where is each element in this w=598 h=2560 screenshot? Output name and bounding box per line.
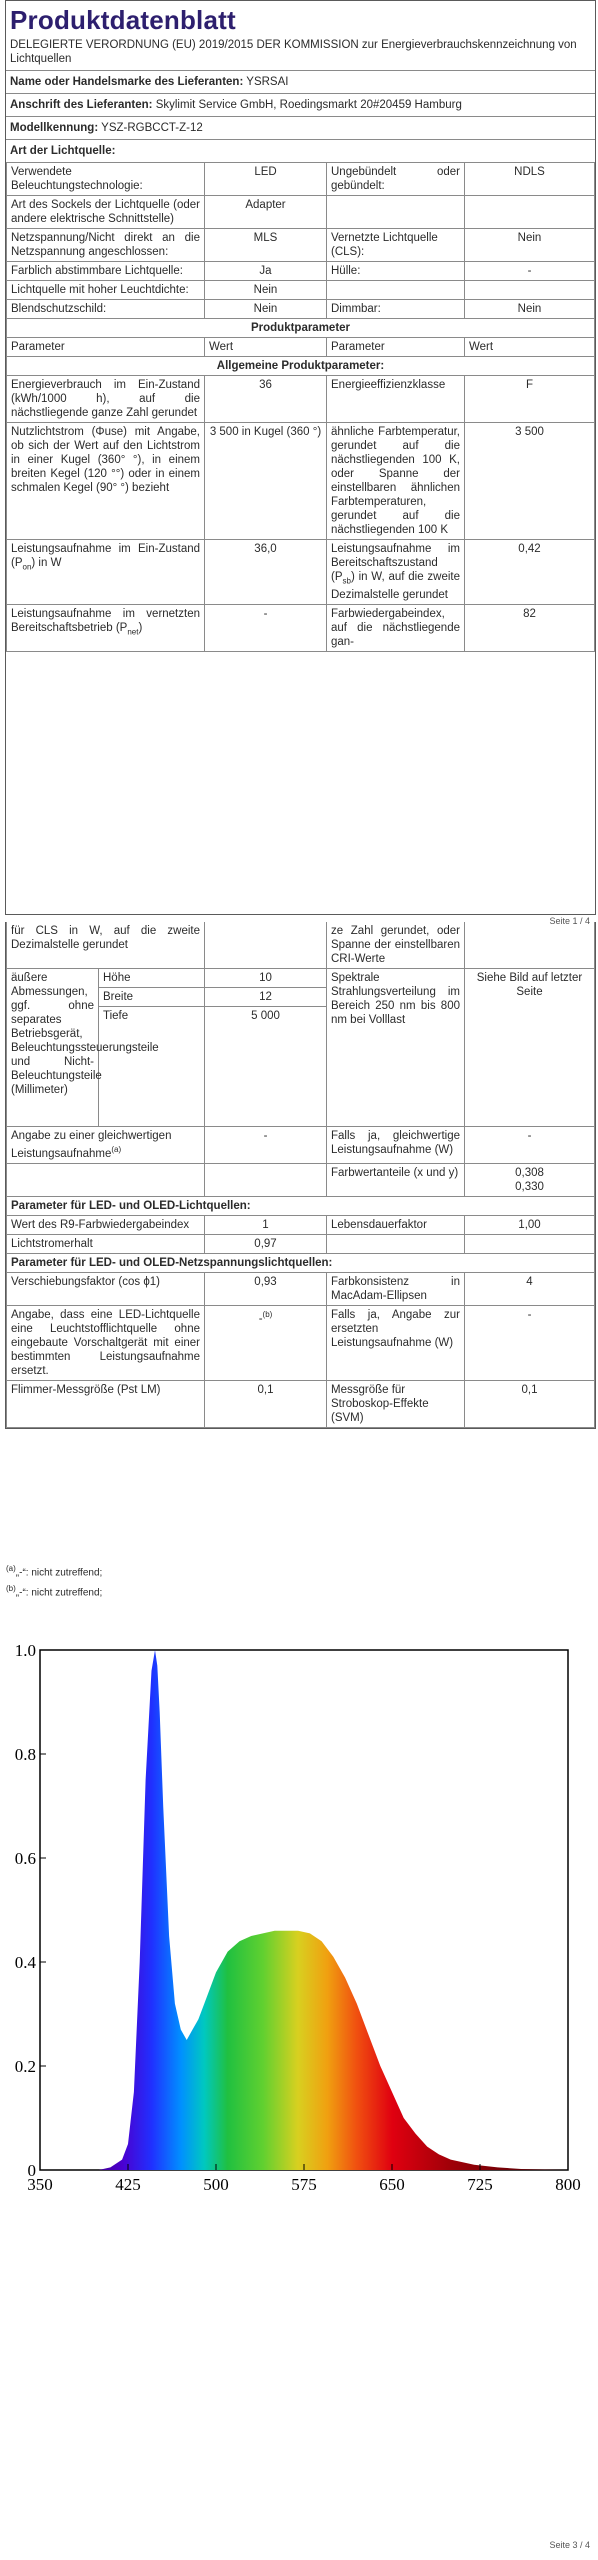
param-value: F: [465, 376, 595, 423]
param-label: Lichtquelle mit hoher Leuchtdichte:: [7, 281, 205, 300]
param-label: Wert des R9-Farbwiedergabeindex: [7, 1215, 205, 1234]
params-continued-table: [6, 922, 595, 1428]
param-label: Energieverbrauch im Ein-Zustand (kWh/1000 h), auf die nächstliegende ganze Zahl gerundet: [7, 376, 205, 423]
equiv-label-text: Angabe zu einer gleichwertigen Leistungsaufnahme: [11, 1130, 172, 1160]
table-row: [7, 1380, 595, 1427]
footnote-mark: (a): [111, 1145, 122, 1154]
dimensions-label: äußere Abmessungen, ggf. ohne separates Betriebsgerät, Beleuchtungssteuerungsteile und Nicht-Beleuchtungsteile (Millimeter): [7, 969, 99, 1127]
param-value: [205, 1163, 327, 1196]
param-value: -: [465, 262, 595, 281]
model-row: [6, 116, 595, 139]
param-value: NDLS: [465, 163, 595, 196]
table-row: [7, 229, 595, 262]
param-value: 36: [205, 376, 327, 423]
param-value: 1: [205, 1215, 327, 1234]
param-label: Farbkonsistenz in MacAdam-Ellipsen: [327, 1272, 465, 1305]
param-value: Adapter: [205, 196, 327, 229]
x-tick-label: 425: [115, 2175, 141, 2194]
footnote-mark: (b): [6, 1584, 16, 1593]
y-tick-label: 0: [27, 2161, 36, 2180]
param-value: Nein: [465, 300, 595, 319]
param-value: [205, 922, 327, 969]
param-label: Falls ja, gleichwertige Leistungsaufnahme (W): [327, 1127, 465, 1164]
footnote-a: [6, 1562, 102, 1580]
param-value: 4: [465, 1272, 595, 1305]
x-tick-label: 800: [555, 2175, 581, 2194]
table-row: [7, 357, 595, 376]
supplier-brand-row: [6, 70, 595, 93]
light-type-table: [6, 162, 595, 652]
param-value: Nein: [205, 281, 327, 300]
dimension-value: 10: [205, 969, 327, 988]
y-tick-label: 0.2: [14, 2057, 36, 2076]
param-label: [7, 1127, 205, 1164]
param-value: [465, 1234, 595, 1253]
param-label: Messgröße für Stroboskop-Effekte (SVM): [327, 1380, 465, 1427]
param-value: 0,93: [205, 1272, 327, 1305]
table-row: [7, 319, 595, 338]
param-label: Hülle:: [327, 262, 465, 281]
param-label: Spektrale Strahlungsverteilung im Bereich 250 nm bis 800 nm bei Volllast: [327, 969, 465, 1127]
chroma-x-value: 0,308: [515, 1166, 544, 1179]
supplier-address-value: Skylimit Service GmbH, Roedingsmarkt 20#20459 Hamburg: [155, 99, 462, 111]
param-value: 0,97: [205, 1234, 327, 1253]
param-value: [465, 1163, 595, 1196]
table-row: [7, 1305, 595, 1380]
param-label: Vernetzte Lichtquelle (CLS):: [327, 229, 465, 262]
light-type-heading: Art der Lichtquelle:: [6, 139, 595, 162]
supplier-brand-value: YSRSAI: [246, 76, 289, 88]
param-value: -: [205, 605, 327, 652]
param-value: [465, 922, 595, 969]
param-label: [7, 1163, 205, 1196]
table-row: [7, 1234, 595, 1253]
param-value: 1,00: [465, 1215, 595, 1234]
param-label: Dimmbar:: [327, 300, 465, 319]
param-label: Energieeffizienzklasse: [327, 376, 465, 423]
footnote-text: „-“: nicht zutreffend;: [15, 1587, 103, 1599]
param-label: Farbwiedergabeindex, auf die nächstliegende gan-: [327, 605, 465, 652]
model-value: YSZ-RGBCCT-Z-12: [101, 122, 203, 134]
param-value: 3 500: [465, 423, 595, 540]
param-value: 82: [465, 605, 595, 652]
param-value: Siehe Bild auf letzter Seite: [465, 969, 595, 1127]
footnote-mark: (a): [6, 1564, 16, 1573]
param-label: Verschiebungsfaktor (cos ϕ1): [7, 1272, 205, 1305]
param-value: 0,1: [205, 1380, 327, 1427]
datasheet-page-1: [5, 0, 596, 915]
supplier-brand-label: Name oder Handelsmarke des Lieferanten:: [10, 76, 244, 88]
table-row: [7, 423, 595, 540]
param-value: Ja: [205, 262, 327, 281]
param-value: 36,0: [205, 540, 327, 605]
table-row: [7, 163, 595, 196]
param-label: Verwendete Beleuchtungstechnologie:: [7, 163, 205, 196]
y-tick-label: 1.0: [14, 1641, 36, 1660]
model-label: Modellkennung:: [10, 122, 99, 134]
x-tick-label: 575: [291, 2175, 317, 2194]
footnote-b: [6, 1582, 102, 1600]
table-row: [7, 605, 595, 652]
param-value: -: [465, 1127, 595, 1164]
param-value: [465, 281, 595, 300]
param-label: Leistungsaufnahme im Bereitschaftszustand $(P_{sb})$ in W, auf die zweite Dezimalstelle gerundet: [327, 540, 465, 605]
param-label: für CLS in W, auf die zweite Dezimalstelle gerundet: [7, 922, 205, 969]
param-label: Ungebündelt oder gebündelt:: [327, 163, 465, 196]
param-label: ähnliche Farbtemperatur, gerundet auf die nächstliegenden 100 K, oder Spanne der einstellbaren ähnlichen Farbtemperaturen, gerundet auf die nächstliegenden 100 K: [327, 423, 465, 540]
param-value: MLS: [205, 229, 327, 262]
table-row: [7, 300, 595, 319]
param-label: Flimmer-Messgröße (Pst LM): [7, 1380, 205, 1427]
table-row: [7, 1163, 595, 1196]
document-title: Produktdatenblatt: [10, 5, 236, 35]
dimension-name: Höhe: [99, 969, 205, 988]
param-value: [465, 196, 595, 229]
param-label: Lebensdauerfaktor: [327, 1215, 465, 1234]
y-tick-label: 0.6: [14, 1849, 36, 1868]
table-row: [7, 540, 595, 605]
param-value: 3 500 in Kugel (360 °): [205, 423, 327, 540]
param-label: Art des Sockels der Lichtquelle (oder andere elektrische Schnittstelle): [7, 196, 205, 229]
param-label: Lichtstromerhalt: [7, 1234, 205, 1253]
document-subtitle: DELEGIERTE VERORDNUNG (EU) 2019/2015 DER KOMMISSION zur Energieverbrauchskennzeichnung von Lichtquellen: [10, 39, 577, 65]
param-label: Leistungsaufnahme im Ein-Zustand $(P_{on})$ in W: [7, 540, 205, 605]
param-label: Farblich abstimmbare Lichtquelle:: [7, 262, 205, 281]
general-params-heading: Allgemeine Produktparameter:: [7, 357, 595, 376]
footnote-text: „-“: nicht zutreffend;: [15, 1567, 103, 1579]
page-number-1: Seite 1 / 4: [549, 916, 590, 926]
led-params-heading: Parameter für LED- und OLED-Lichtquellen:: [7, 1196, 595, 1215]
param-label: [327, 196, 465, 229]
param-value-text: -: [258, 1312, 263, 1325]
param-value: -: [465, 1305, 595, 1380]
mains-params-heading: Parameter für LED- und OLED-Netzspannungslichtquellen:: [7, 1253, 595, 1272]
param-label: [327, 281, 465, 300]
table-row: [7, 922, 595, 969]
column-header: Parameter: [327, 338, 465, 357]
param-value: 0,42: [465, 540, 595, 605]
column-header: Wert: [465, 338, 595, 357]
x-tick-label: 725: [467, 2175, 493, 2194]
datasheet-page-2: [5, 922, 596, 1429]
dimension-value: 12: [205, 988, 327, 1007]
product-params-heading: Produktparameter: [7, 319, 595, 338]
param-value: -: [205, 1127, 327, 1164]
param-value: LED: [205, 163, 327, 196]
spectral-distribution-chart: [0, 1630, 598, 2200]
footnote-mark: (b): [262, 1309, 273, 1319]
param-label: Angabe, dass eine LED-Lichtquelle eine Leuchtstofflichtquelle ohne eingebaute Vorschaltgerät mit einer bestimmten Leistungsaufnahme ersetzt.: [7, 1305, 205, 1380]
table-row: [7, 1127, 595, 1164]
x-tick-label: 500: [203, 2175, 229, 2194]
param-label: ze Zahl gerundet, oder Spanne der einstellbaren CRI-Werte: [327, 922, 465, 969]
table-row: [7, 262, 595, 281]
param-label: Falls ja, Angabe zur ersetzten Leistungsaufnahme (W): [327, 1305, 465, 1380]
dimension-value: 5 000: [205, 1007, 327, 1127]
page-number-3: Seite 3 / 4: [549, 2540, 590, 2550]
param-value: [205, 1305, 327, 1380]
param-label: Netzspannung/Nicht direkt an die Netzspannung angeschlossen:: [7, 229, 205, 262]
supplier-address-row: [6, 93, 595, 116]
dimension-name: Breite: [99, 988, 205, 1007]
column-header: Wert: [205, 338, 327, 357]
param-value: 0,1: [465, 1380, 595, 1427]
y-tick-label: 0.8: [14, 1745, 36, 1764]
param-label: Nutzlichtstrom (Φuse) mit Angabe, ob sich der Wert auf den Lichtstrom in einer Kugel (360° °), in einem breiten Kegel (120 °°) oder in einem schmalen Kegel (90° °) bezieht: [7, 423, 205, 540]
param-label: [327, 1234, 465, 1253]
param-label: Leistungsaufnahme im vernetzten Bereitschaftsbetrieb $(P_{net})$: [7, 605, 205, 652]
x-tick-label: 650: [379, 2175, 405, 2194]
param-value: Nein: [205, 300, 327, 319]
chroma-y-value: 0,330: [515, 1180, 544, 1193]
y-tick-label: 0.4: [14, 1953, 36, 1972]
table-row: [7, 1215, 595, 1234]
table-row: [7, 196, 595, 229]
param-label: Farbwertanteile (x und y): [327, 1163, 465, 1196]
x-tick-label: 350: [27, 2175, 53, 2194]
table-row: [7, 1253, 595, 1272]
table-row: [7, 376, 595, 423]
table-row: [7, 281, 595, 300]
supplier-address-label: Anschrift des Lieferanten:: [10, 99, 153, 111]
table-row: [7, 969, 595, 988]
table-row: [7, 1272, 595, 1305]
param-value: Nein: [465, 229, 595, 262]
table-header-row: [7, 338, 595, 357]
param-label: Blendschutzschild:: [7, 300, 205, 319]
column-header: Parameter: [7, 338, 205, 357]
dimension-name: Tiefe: [99, 1007, 205, 1127]
table-row: [7, 1196, 595, 1215]
